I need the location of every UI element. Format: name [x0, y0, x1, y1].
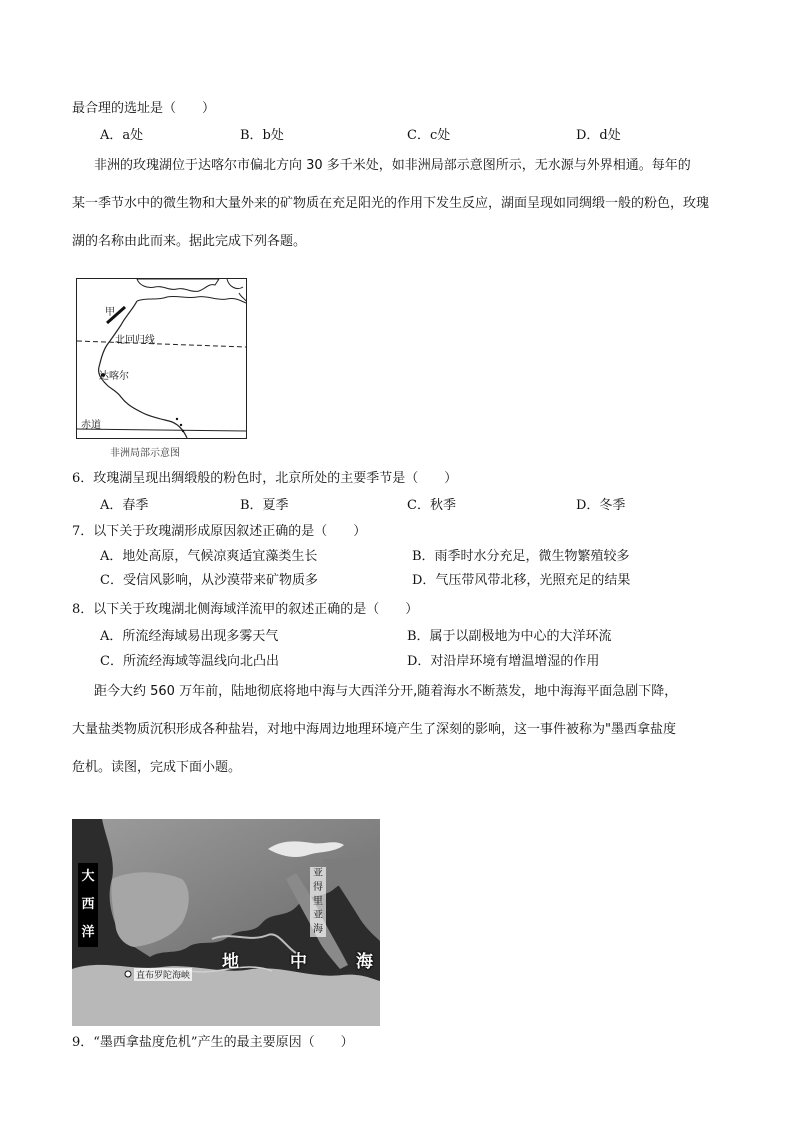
q7-option-d[interactable]: D．气压带风带北移，光照充足的结果: [412, 573, 631, 588]
q6-option-c[interactable]: C．秋季: [407, 498, 456, 513]
q7-option-c[interactable]: C．受信风影响，从沙漠带来矿物质多: [100, 573, 318, 588]
passage-rose-lake: [72, 147, 724, 261]
q6-stem: 6．玫瑰湖呈现出绸缎般的粉色时，北京所处的主要季节是（ ）: [72, 471, 458, 486]
passage-line: 大量盐类物质沉积形成各种盐岩，对地中海周边地理环境产生了深刻的影响，这一事件被称为"墨西拿盐度: [72, 722, 676, 737]
map1-label-equator: 赤道: [81, 420, 101, 431]
q5-option-c[interactable]: C．c处: [407, 128, 451, 143]
passage-messinian: [72, 673, 724, 787]
passage-line: 某一季节水中的微生物和大量外来的矿物质在充足阳光的作用下发生反应，湖面呈现如同绸缎一般的粉色，玫瑰: [72, 196, 710, 211]
map1-label-tropic: 北回归线: [115, 335, 155, 346]
passage-line: 湖的名称由此而来。据此完成下列各题。: [72, 234, 307, 249]
africa-partial-map: [76, 278, 247, 439]
map2-atlantic-char: 洋: [81, 925, 95, 940]
map2-label-med-zhong: 中: [290, 952, 307, 972]
map2-label-atlantic: [78, 863, 98, 947]
map1-caption: 非洲局部示意图: [110, 448, 180, 459]
passage-line: 非洲的玫瑰湖位于达喀尔市偏北方向 30 多千米处，如非洲局部示意图所示，无水源与外界相通。每年的: [94, 158, 691, 173]
map2-label-med-hai: 海: [356, 952, 373, 972]
map2-label-gibraltar: 直布罗陀海峡: [134, 968, 192, 981]
africa-map-drawing: [77, 279, 246, 438]
q8-option-a[interactable]: A．所流经海域易出现多雾天气: [100, 629, 279, 644]
map1-label-jia: 甲: [105, 307, 115, 318]
q8-option-d[interactable]: D．对沿岸环境有增温增湿的作用: [407, 654, 600, 669]
passage-line: 危机。读图，完成下面小题。: [72, 760, 242, 775]
map2-adriatic-char: 得: [313, 882, 323, 893]
q5-option-d[interactable]: D．d处: [576, 128, 621, 143]
map2-label-adriatic: [310, 867, 326, 937]
q8-option-c[interactable]: C．所流经海域等温线向北凸出: [100, 654, 279, 669]
q8-option-b[interactable]: B．属于以副极地为中心的大洋环流: [407, 629, 612, 644]
q7-option-a[interactable]: A．地处高原，气候凉爽适宜藻类生长: [100, 549, 318, 564]
q5-stem-tail: 最合理的选址是（ ）: [72, 101, 216, 116]
q6-option-a[interactable]: A．春季: [100, 498, 149, 513]
map2-atlantic-char: 大: [81, 869, 95, 884]
q6-option-b[interactable]: B．夏季: [240, 498, 289, 513]
q7-option-b[interactable]: B．雨季时水分充足，微生物繁殖较多: [412, 549, 630, 564]
map2-adriatic-char: 海: [313, 924, 323, 935]
map2-adriatic-char: 亚: [313, 910, 323, 921]
map2-adriatic-char: 里: [313, 896, 323, 907]
q9-stem: 9．“墨西拿盐度危机”产生的最主要原因（ ）: [72, 1035, 354, 1050]
mediterranean-relief-map: [72, 819, 380, 1026]
passage-line: 距今大约 560 万年前，陆地彻底将地中海与大西洋分开,随着海水不断蒸发，地中海海平面急剧下降，: [94, 684, 678, 699]
q8-stem: 8．以下关于玫瑰湖北侧海域洋流甲的叙述正确的是（ ）: [72, 602, 419, 617]
map2-adriatic-char: 亚: [313, 868, 323, 879]
q6-option-d[interactable]: D．冬季: [576, 498, 626, 513]
map2-label-med-di: 地: [222, 952, 239, 972]
q5-option-a[interactable]: A．a处: [100, 128, 144, 143]
q5-option-b[interactable]: B．b处: [240, 128, 284, 143]
q7-stem: 7．以下关于玫瑰湖形成原因叙述正确的是（ ）: [72, 524, 367, 539]
map2-atlantic-char: 西: [81, 897, 95, 912]
map1-label-dakar: 达喀尔: [99, 371, 129, 382]
mediterranean-map-drawing: [72, 819, 380, 1026]
